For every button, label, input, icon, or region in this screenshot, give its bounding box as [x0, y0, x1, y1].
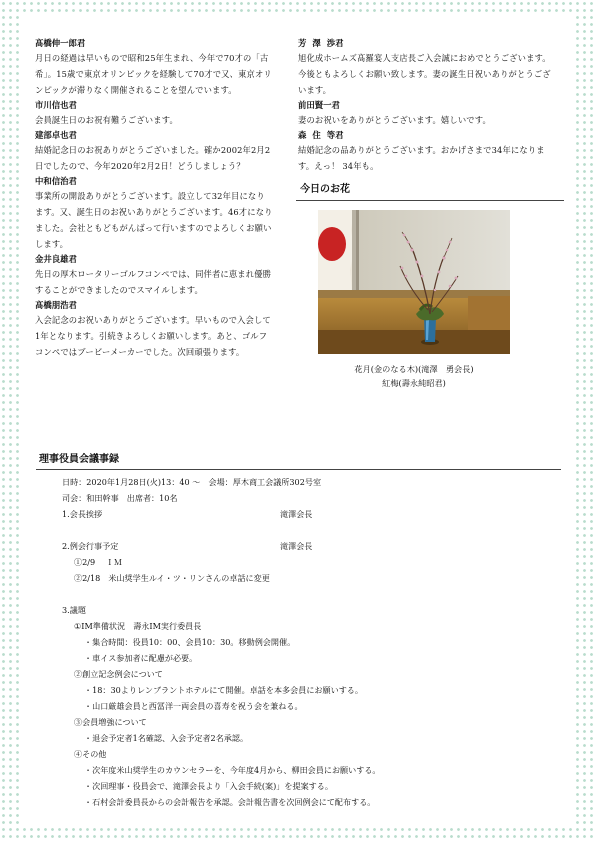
message-author: [298, 129, 552, 142]
message-author: 前田賢一君: [298, 100, 340, 110]
message-text: 妻のお祝いをありがとうございます。嬉しいです。: [298, 115, 491, 125]
message: [298, 129, 552, 174]
agenda-item-presenter: 滝澤会長: [280, 509, 313, 519]
message-author: 中和信治君: [35, 176, 77, 186]
message: [35, 299, 273, 360]
message: [35, 253, 273, 298]
message-text: 旭化成ホームズ髙羅宴人支店長ご入会誠におめでとうございます。今後ともよろしくお願い致します。妻の誕生日祝いありがとうございます。: [298, 53, 551, 95]
meeting-minutes: [62, 474, 532, 810]
flower-section-heading: 今日のお花: [296, 182, 564, 201]
message-text: 先日の厚木ロータリーゴルフコンペでは、同伴者に恵まれ優勝することができましたのでスマイルします。: [35, 269, 272, 295]
agenda-item-label: 1.会長挨拶: [62, 509, 103, 519]
message: [35, 129, 273, 174]
flower-caption: [318, 362, 510, 390]
author-surname: 森住: [298, 130, 327, 140]
message: [35, 175, 273, 252]
author-surname: 芳澤: [298, 38, 327, 48]
message-author: [298, 37, 552, 50]
agenda-detail: ・山口厳雄会員と西冨洋一両会員の喜寿を祝う会を兼ねる。: [84, 701, 303, 711]
agenda-detail: ・退会予定者1名確認、入会予定者2名承認。: [84, 733, 249, 743]
message-author: 建部卓也君: [35, 130, 77, 140]
message-text: 月日の経過は早いもので昭和25年生まれ、今年で70才の「古希」。15歳で東京オリンピックを経験して70才で又、東京オリンピックが滞りなく開催されることを望んでいます。: [35, 53, 272, 95]
message-author: 市川信也君: [35, 100, 77, 110]
message-text: 結婚記念日のお祝ありがとうございました。確か2002年2月2日でしたので、今年2020年2月2日！どうしましょう？: [35, 145, 271, 171]
agenda-detail: ・次回理事・役員会で、滝澤会長より「入会手続(案)」を提案する。: [84, 781, 333, 791]
agenda-subitem: ②創立記念例会について: [74, 669, 163, 679]
agenda-subitem: ①2/9 ＩＭ: [74, 557, 122, 567]
agenda-detail: ・石村会計委員長からの会計報告を承認。会計報告書を次回例会にて配布する。: [84, 797, 376, 807]
agenda-detail: ・次年度米山奨学生のカウンセラーを、今年度4月から、柳田会員にお願いする。: [84, 765, 381, 775]
agenda-item: [62, 506, 532, 522]
caption-line: 紅梅(壽永純昭君): [382, 378, 446, 388]
caption-line: 花月(金のなる木)(滝澤 勇会長): [354, 364, 474, 374]
message-text: 結婚記念の品ありがとうございます。おかげさまで34年になります。えっ！ 34年も。: [298, 145, 545, 171]
messages-left-column: [35, 36, 273, 361]
agenda-subitem: ①IM準備状況 壽永IM実行委員長: [74, 621, 202, 631]
author-given-name: 等君: [326, 130, 344, 140]
message: [298, 37, 552, 98]
agenda-subitem: ②2/18 米山奨学生ルイ・ツ・リンさんの卓話に変更: [74, 573, 270, 583]
message: [35, 99, 273, 128]
agenda-detail: ・集合時間：役員10：00、会員10：30。移動例会開催。: [84, 637, 296, 647]
agenda-subitem: ④その他: [74, 749, 107, 759]
agenda-item-label: 2.例会行事予定: [62, 541, 119, 551]
message-text: 入会記念のお祝いありがとうございます。早いもので入会して1年となります。引続きよろしくお願いします。あと、ゴルフコンペではブービーメーカーでした。次回頑張ります。: [35, 315, 271, 357]
message-author: 髙橋朋浩君: [35, 300, 77, 310]
message: [298, 99, 552, 128]
spacer: [62, 586, 532, 602]
spacer: [62, 522, 532, 538]
message: [35, 37, 273, 98]
agenda-item: [62, 538, 532, 554]
author-given-name: 渉君: [326, 38, 344, 48]
agenda-item-presenter: 滝澤会長: [280, 541, 313, 551]
flower-arrangement-image: [318, 210, 510, 354]
agenda-detail: ・車イス参加者に配慮が必要。: [84, 653, 198, 663]
messages-right-column: [298, 36, 552, 175]
flower-photo: [318, 210, 510, 354]
message-author: 髙橋伸一郎君: [35, 38, 86, 48]
page-paper: [22, 14, 573, 828]
agenda-item: 3.議題: [62, 605, 86, 615]
message-text: 事業所の開設ありがとうございます。設立して32年目になります。又、誕生日のお祝いありがとうございます。46才になりました。会社ともどもがんばって行いますのでよろしくお願いします。: [35, 191, 273, 249]
agenda-subitem: ③会員増強について: [74, 717, 147, 727]
minutes-host-line: 司会：和田幹事 出席者：10名: [62, 493, 178, 503]
minutes-date-line: 日時：2020年1月28日(火)13：40 ～ 会場：厚木商工会議所302号室: [62, 477, 322, 487]
message-author: 金井良雄君: [35, 254, 77, 264]
message-text: 会員誕生日のお祝有難うございます。: [35, 115, 178, 125]
agenda-detail: ・18：30よりレンブラントホテルにて開催。卓話を本多会員にお願いする。: [84, 685, 363, 695]
minutes-section-heading: 理事役員会議事録: [36, 452, 561, 470]
